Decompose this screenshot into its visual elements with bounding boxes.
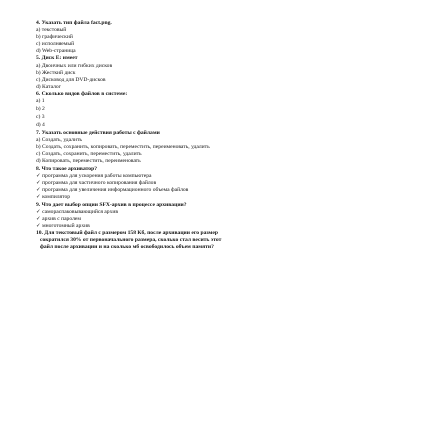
question-8: 8. Что такое архиватор?	[36, 166, 97, 172]
q8-option-3: ✓ программа для увеличения информационного объема файлов	[36, 187, 189, 193]
q5-option-b: b) Жесткий диск	[36, 70, 76, 76]
q5-option-c: с) Дисковод для DVD-дисков	[36, 77, 106, 83]
q4-option-d: d) Web-страница	[36, 48, 76, 54]
q7-option-a: а) Создать, удалить	[36, 137, 82, 143]
q6-option-d: d) 4	[36, 122, 45, 128]
q9-option-2: ✓ архив с паролем	[36, 216, 81, 222]
q4-option-c: с) исполняемый	[36, 41, 75, 47]
q7-option-b: b) Создать, сохранить, копировать, переместить, переименовать, удалить	[36, 144, 210, 150]
q9-option-1: ✓ самораспаковывающийся архив	[36, 209, 119, 215]
question-10-line-3: файл после архивации и на сколько мб освободилось объем памяти?	[40, 244, 214, 250]
q8-option-4: ✓ компилятор	[36, 194, 71, 200]
q8-option-1: ✓ программа для ускорения работы компьютера	[36, 173, 152, 179]
question-6: 6. Сколько видов файлов в системе:	[36, 91, 128, 97]
q4-option-a: а) текстовый	[36, 27, 67, 33]
question-10-line-2: сократился 30% от первоначального размера, сколько стал весить этот	[40, 237, 222, 243]
q5-option-d: d) Каталог	[36, 84, 61, 90]
question-7: 7. Указать основные действия работы с файлами	[36, 130, 160, 136]
q9-option-3: ✓ многотомный архив	[36, 223, 90, 229]
q4-option-b: b) графический	[36, 34, 73, 40]
q5-option-a: а) Двоичных или гибких дисков	[36, 63, 113, 69]
question-5: 5. Диск E: имеет	[36, 55, 78, 61]
question-9: 9. Что дает выбор опции SFX-архив в процессе архивации?	[36, 202, 187, 208]
q8-option-2: ✓ программа для частичного копирования файлов	[36, 180, 157, 186]
question-10: 10. Для текстовый файл с размером 158 Кб, после архивации его размер	[36, 230, 218, 236]
question-4: 4. Указать тип файла fact.png.	[36, 20, 112, 26]
q7-option-c: с) Создать, сохранить, переместить, удалить	[36, 151, 142, 157]
q6-option-b: b) 2	[36, 106, 45, 112]
q7-option-d: d) Копировать, переместить, переименовать	[36, 158, 141, 164]
q6-option-a: а) 1	[36, 98, 45, 104]
q6-option-c: с) 3	[36, 114, 45, 120]
